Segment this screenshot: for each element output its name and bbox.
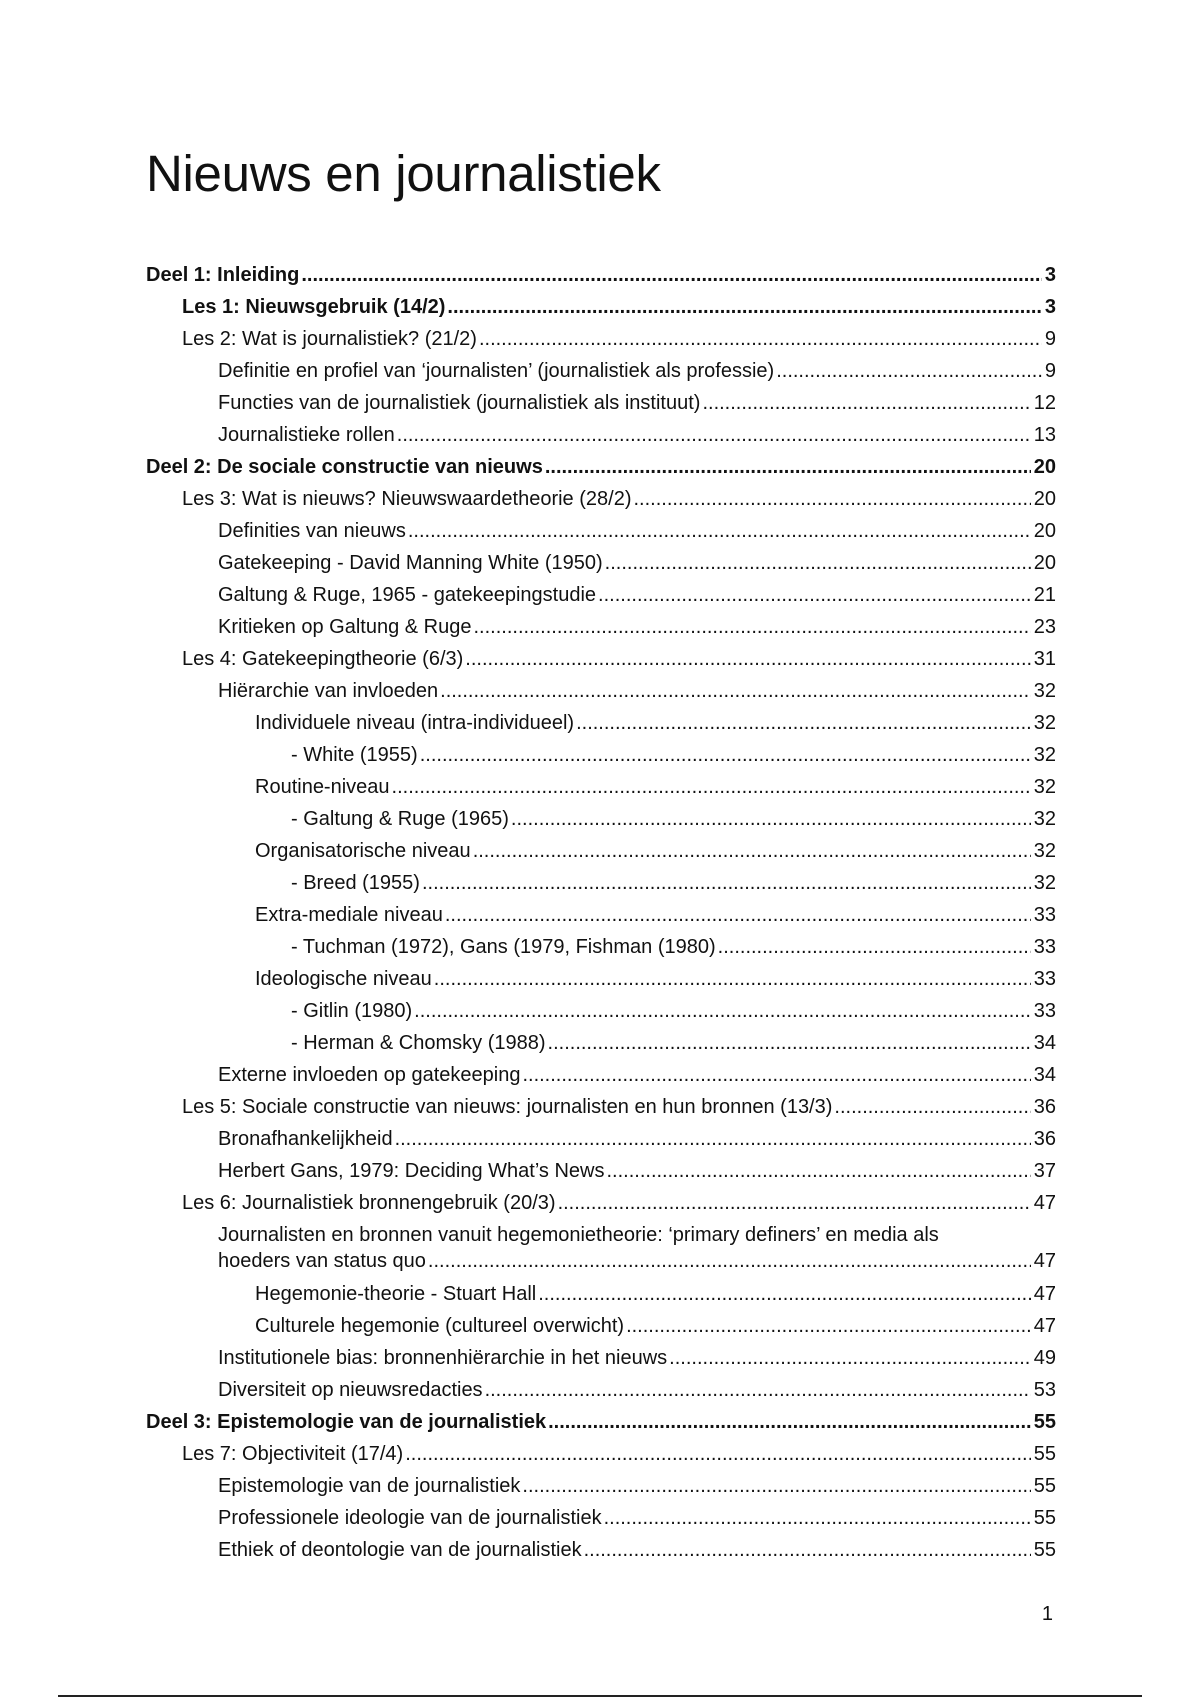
toc-entry[interactable]: [146, 767, 1056, 799]
toc-entry-title: Les 3: Wat is nieuws? Nieuwswaardetheorie (28/2): [182, 488, 632, 510]
toc-entry-page: 32: [1033, 808, 1056, 830]
toc-entry-title: Hiërarchie van invloeden: [218, 680, 439, 702]
toc-entry[interactable]: [146, 1055, 1056, 1087]
toc-dot-leader: [598, 583, 1031, 607]
toc-entry-title: Institutionele bias: bronnenhiërarchie in het nieuws: [218, 1347, 668, 1369]
toc-dot-leader: [395, 1127, 1031, 1151]
toc-entry-page: 33: [1033, 904, 1056, 926]
toc-dot-leader: [301, 263, 1042, 287]
toc-entry[interactable]: [146, 1274, 1056, 1306]
toc-entry-title: Hegemonie-theorie - Stuart Hall: [255, 1283, 537, 1305]
toc-dot-leader: [584, 1538, 1031, 1562]
toc-entry-title: Organisatorische niveau: [255, 840, 471, 862]
toc-entry-title: Extra-mediale niveau: [255, 904, 443, 926]
toc-entry-title: Herbert Gans, 1979: Deciding What’s News: [218, 1160, 605, 1182]
toc-entry[interactable]: [146, 479, 1056, 511]
toc-dot-leader: [669, 1346, 1031, 1370]
toc-entry-page: 3: [1044, 264, 1056, 286]
toc-dot-leader: [718, 935, 1031, 959]
toc-entry-page: 34: [1033, 1064, 1056, 1086]
toc-dot-leader: [606, 1159, 1030, 1183]
toc-entry[interactable]: [146, 895, 1056, 927]
toc-dot-leader: [626, 1314, 1031, 1338]
toc-entry-title: Ideologische niveau: [255, 968, 432, 990]
page-bottom-divider: [58, 1695, 1142, 1697]
toc-entry[interactable]: [146, 991, 1056, 1023]
toc-entry-page: 55: [1033, 1507, 1056, 1529]
toc-entry[interactable]: [146, 1434, 1056, 1466]
toc-entry-title: Journalisten en bronnen vanuit hegemonietheorie: ‘primary definers’ en media als: [218, 1224, 939, 1246]
toc-entry-page: 33: [1033, 1000, 1056, 1022]
toc-entry-title: Les 4: Gatekeepingtheorie (6/3): [182, 648, 464, 670]
toc-dot-leader: [434, 967, 1031, 991]
toc-entry[interactable]: [146, 1215, 1056, 1274]
toc-entry[interactable]: [146, 351, 1056, 383]
page-number: 1: [1041, 1603, 1053, 1625]
toc-entry-title: Deel 2: De sociale constructie van nieuws: [146, 456, 543, 478]
toc-entry-page: 3: [1044, 296, 1056, 318]
toc-dot-leader: [428, 1248, 1031, 1274]
toc-entry[interactable]: [146, 415, 1056, 447]
toc-entry-page: 32: [1033, 776, 1056, 798]
toc-entry-page: 32: [1033, 744, 1056, 766]
toc-dot-leader: [485, 1378, 1031, 1402]
toc-entry-title: Les 5: Sociale constructie van nieuws: journalisten en hun bronnen (13/3): [182, 1096, 833, 1118]
toc-entry[interactable]: [146, 1119, 1056, 1151]
toc-dot-leader: [474, 615, 1031, 639]
toc-entry-page: 20: [1033, 520, 1056, 542]
toc-entry[interactable]: [146, 543, 1056, 575]
toc-dot-leader: [414, 999, 1031, 1023]
toc-entry-page: 55: [1033, 1443, 1056, 1465]
toc-entry[interactable]: [146, 735, 1056, 767]
toc-dot-leader: [702, 391, 1030, 415]
toc-entry-page: 55: [1033, 1475, 1056, 1497]
toc-entry-page: 36: [1033, 1128, 1056, 1150]
toc-dot-leader: [604, 1506, 1031, 1530]
toc-entry[interactable]: [146, 703, 1056, 735]
toc-entry-title: Epistemologie van de journalistiek: [218, 1475, 521, 1497]
toc-dot-leader: [522, 1063, 1030, 1087]
toc-entry-page: 32: [1033, 712, 1056, 734]
toc-dot-leader: [548, 1410, 1031, 1434]
toc-entry-page: 13: [1033, 424, 1056, 446]
toc-entry-title: Journalistieke rollen: [218, 424, 395, 446]
table-of-contents: [146, 255, 1056, 1562]
toc-dot-leader: [834, 1095, 1030, 1119]
toc-entry-page: 33: [1033, 968, 1056, 990]
toc-entry-page: 37: [1033, 1160, 1056, 1182]
toc-dot-leader: [397, 423, 1031, 447]
toc-entry-page: 9: [1044, 328, 1056, 350]
toc-entry-title: Deel 3: Epistemologie van de journalistiek: [146, 1411, 547, 1433]
toc-entry-title: Definitie en profiel van ‘journalisten’ (journalistiek als professie): [218, 360, 775, 382]
toc-dot-leader: [545, 455, 1031, 479]
toc-entry[interactable]: [146, 287, 1056, 319]
toc-entry-page: 32: [1033, 872, 1056, 894]
toc-entry-title: Functies van de journalistiek (journalistiek als instituut): [218, 392, 701, 414]
toc-entry-page: 31: [1033, 648, 1056, 670]
toc-dot-leader: [473, 839, 1031, 863]
toc-entry-title: - Herman & Chomsky (1988): [291, 1032, 546, 1054]
toc-entry[interactable]: [146, 671, 1056, 703]
toc-entry-title: Galtung & Ruge, 1965 - gatekeepingstudie: [218, 584, 597, 606]
toc-entry[interactable]: [146, 927, 1056, 959]
toc-entry-title: Individuele niveau (intra-individueel): [255, 712, 575, 734]
toc-entry-title: Diversiteit op nieuwsredacties: [218, 1379, 483, 1401]
toc-dot-leader: [392, 775, 1031, 799]
toc-entry-page: 47: [1033, 1192, 1056, 1214]
toc-entry[interactable]: [146, 383, 1056, 415]
toc-entry-title: Definities van nieuws: [218, 520, 406, 542]
toc-entry-page: 23: [1033, 616, 1056, 638]
toc-dot-leader: [605, 551, 1031, 575]
toc-entry-title-continuation: hoeders van status quo: [218, 1250, 426, 1272]
toc-entry-page: 47: [1033, 1315, 1056, 1337]
toc-entry-title: Gatekeeping - David Manning White (1950): [218, 552, 603, 574]
toc-entry-title: - Breed (1955): [291, 872, 420, 894]
toc-entry-title: - Galtung & Ruge (1965): [291, 808, 509, 830]
toc-dot-leader: [511, 807, 1031, 831]
toc-entry[interactable]: [146, 511, 1056, 543]
toc-entry-page: 55: [1033, 1411, 1056, 1433]
toc-dot-leader: [420, 743, 1031, 767]
toc-entry-title: Les 1: Nieuwsgebruik (14/2): [182, 296, 446, 318]
toc-dot-leader: [422, 871, 1031, 895]
toc-entry-page: 9: [1044, 360, 1056, 382]
toc-entry-page: 32: [1033, 840, 1056, 862]
toc-entry-title: Deel 1: Inleiding: [146, 264, 300, 286]
toc-entry[interactable]: [146, 1306, 1056, 1338]
toc-entry[interactable]: [146, 1338, 1056, 1370]
toc-entry-page: 47: [1033, 1250, 1056, 1272]
toc-entry-page: 33: [1033, 936, 1056, 958]
toc-entry[interactable]: [146, 447, 1056, 479]
toc-entry-title: Kritieken op Galtung & Ruge: [218, 616, 472, 638]
toc-entry-page: 21: [1033, 584, 1056, 606]
toc-entry-page: 36: [1033, 1096, 1056, 1118]
toc-entry-title: Professionele ideologie van de journalistiek: [218, 1507, 602, 1529]
toc-dot-leader: [776, 359, 1042, 383]
toc-entry-page: 12: [1033, 392, 1056, 414]
toc-entry[interactable]: [146, 863, 1056, 895]
toc-dot-leader: [465, 647, 1030, 671]
toc-dot-leader: [548, 1031, 1031, 1055]
toc-entry-page: 20: [1033, 552, 1056, 574]
toc-dot-leader: [633, 487, 1030, 511]
toc-entry-page: 20: [1033, 456, 1056, 478]
toc-entry-title: Ethiek of deontologie van de journalistiek: [218, 1539, 582, 1561]
toc-entry[interactable]: [146, 1466, 1056, 1498]
toc-dot-leader: [408, 519, 1031, 543]
page-title: Nieuws en journalistiek: [146, 145, 661, 202]
toc-dot-leader: [576, 711, 1031, 735]
toc-entry-title: - Gitlin (1980): [291, 1000, 413, 1022]
toc-entry-page: 20: [1033, 488, 1056, 510]
toc-entry-title: Routine-niveau: [255, 776, 390, 798]
toc-dot-leader: [538, 1282, 1031, 1306]
toc-dot-leader: [440, 679, 1031, 703]
toc-entry[interactable]: [146, 1151, 1056, 1183]
toc-entry-title: Les 6: Journalistiek bronnengebruik (20/3): [182, 1192, 556, 1214]
toc-dot-leader: [447, 295, 1041, 319]
toc-entry[interactable]: [146, 575, 1056, 607]
toc-dot-leader: [479, 327, 1042, 351]
toc-entry[interactable]: [146, 255, 1056, 287]
toc-entry[interactable]: [146, 1023, 1056, 1055]
toc-entry-title: Les 7: Objectiviteit (17/4): [182, 1443, 404, 1465]
toc-entry[interactable]: [146, 1498, 1056, 1530]
toc-entry[interactable]: [146, 1087, 1056, 1119]
toc-entry-page: 53: [1033, 1379, 1056, 1401]
toc-entry[interactable]: [146, 1530, 1056, 1562]
toc-entry[interactable]: [146, 607, 1056, 639]
toc-entry-title: - Tuchman (1972), Gans (1979, Fishman (1980): [291, 936, 716, 958]
toc-entry[interactable]: [146, 799, 1056, 831]
toc-entry-title: Externe invloeden op gatekeeping: [218, 1064, 521, 1086]
toc-entry-page: 55: [1033, 1539, 1056, 1561]
toc-dot-leader: [445, 903, 1031, 927]
toc-entry-page: 34: [1033, 1032, 1056, 1054]
toc-entry[interactable]: [146, 959, 1056, 991]
toc-dot-leader: [405, 1442, 1031, 1466]
toc-entry[interactable]: [146, 831, 1056, 863]
toc-entry[interactable]: [146, 639, 1056, 671]
toc-entry-page: 47: [1033, 1283, 1056, 1305]
toc-dot-leader: [522, 1474, 1030, 1498]
toc-entry-title: Culturele hegemonie (cultureel overwicht): [255, 1315, 625, 1337]
toc-entry[interactable]: [146, 1183, 1056, 1215]
toc-entry[interactable]: [146, 1402, 1056, 1434]
toc-entry-title: Bronafhankelijkheid: [218, 1128, 393, 1150]
toc-entry[interactable]: [146, 1370, 1056, 1402]
toc-entry-page: 32: [1033, 680, 1056, 702]
toc-entry-title: - White (1955): [291, 744, 418, 766]
toc-entry-title: Les 2: Wat is journalistiek? (21/2): [182, 328, 477, 350]
toc-entry[interactable]: [146, 319, 1056, 351]
toc-entry-page: 49: [1033, 1347, 1056, 1369]
toc-dot-leader: [558, 1191, 1031, 1215]
